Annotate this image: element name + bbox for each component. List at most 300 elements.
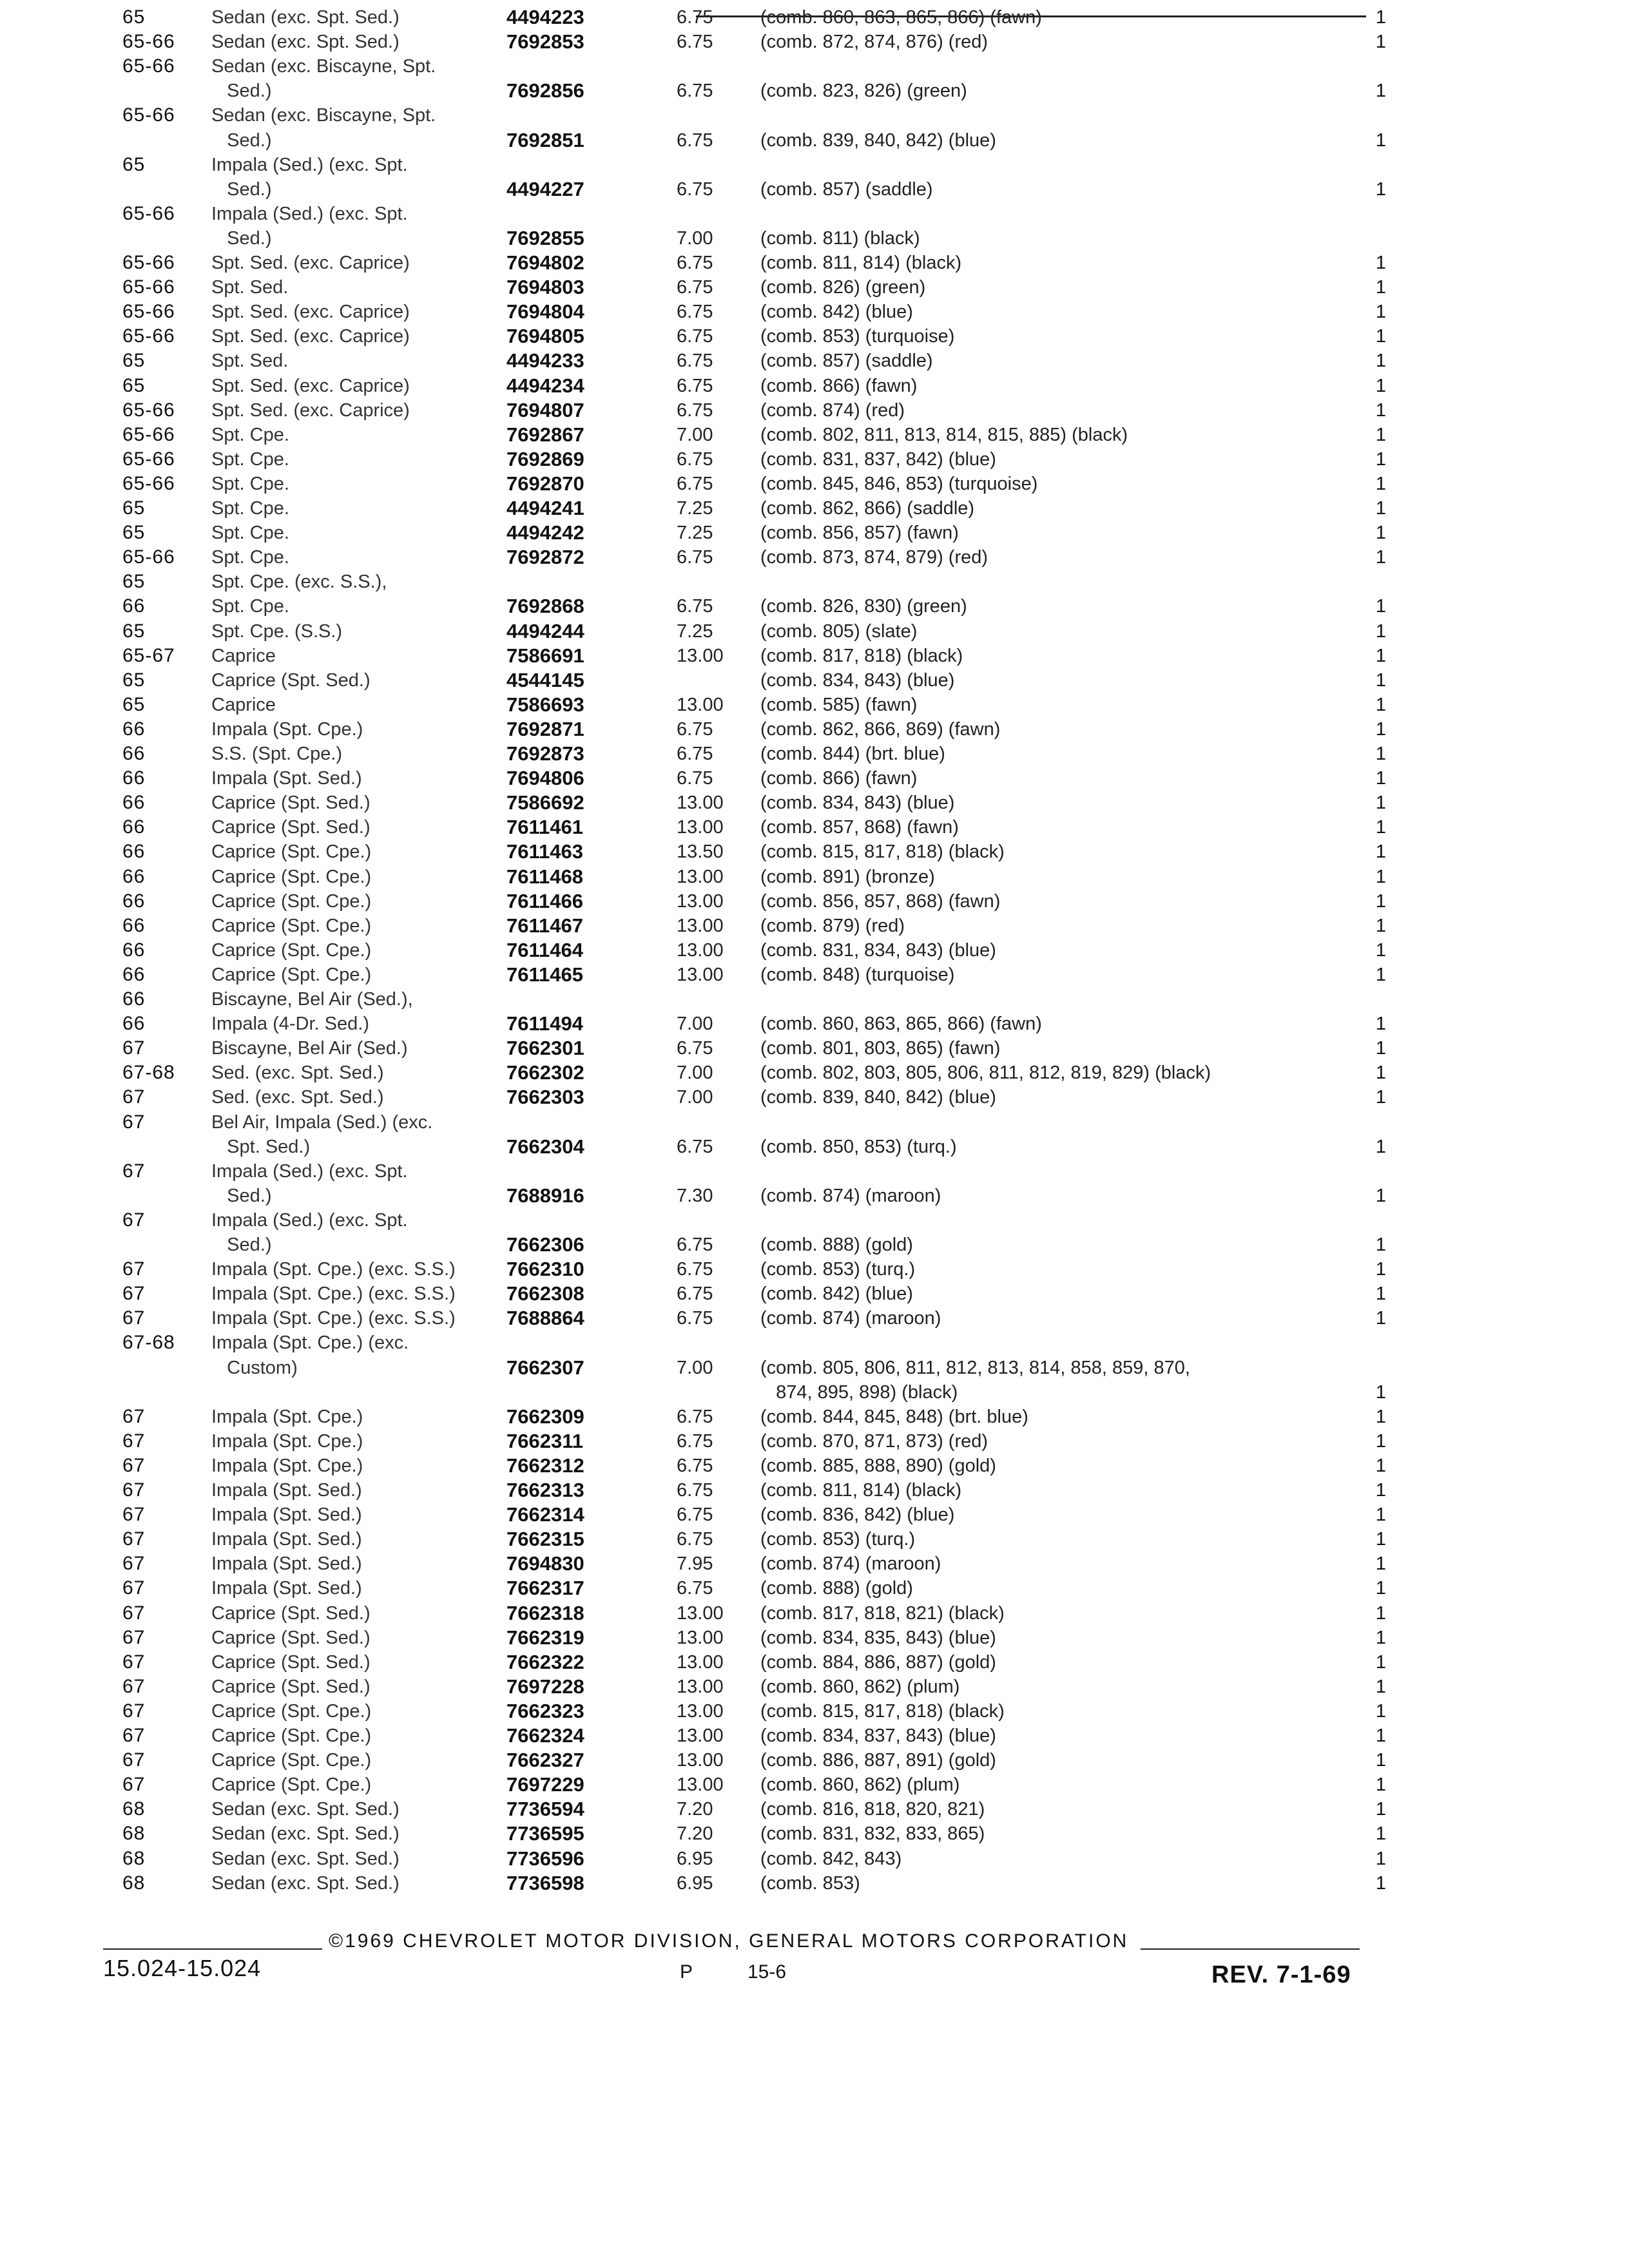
- table-row: [0, 668, 1629, 694]
- part-number: 7586692: [506, 791, 584, 814]
- trim-combination: (comb. 888) (gold): [760, 1578, 913, 1599]
- price: 6.75: [677, 32, 713, 53]
- quantity: 1: [1375, 130, 1387, 151]
- trim-combination: (comb. 826, 830) (green): [760, 596, 967, 617]
- table-row: [0, 1454, 1629, 1479]
- quantity: 1: [1375, 1700, 1387, 1722]
- model-year: 67: [122, 1307, 146, 1329]
- trim-combination: (comb. 860, 862) (plum): [760, 1774, 960, 1796]
- model-year: 65: [122, 374, 146, 396]
- price: 7.00: [677, 1357, 713, 1378]
- price: 6.75: [677, 448, 713, 470]
- price: 13.00: [677, 939, 724, 961]
- model-description: Impala (Spt. Sed.): [211, 1578, 362, 1599]
- model-year: 67: [122, 1774, 146, 1796]
- quantity: 1: [1375, 1651, 1387, 1673]
- trim-combination: (comb. 831, 834, 843) (blue): [760, 939, 996, 961]
- table-row: [0, 1601, 1629, 1627]
- trim-combination: (comb. 860, 863, 865, 866) (fawn): [760, 7, 1042, 28]
- table-row: [0, 693, 1629, 718]
- table-row: [0, 840, 1629, 865]
- model-year: 66: [122, 792, 146, 814]
- quantity: 1: [1375, 1872, 1387, 1894]
- model-year: 67-68: [122, 1062, 175, 1084]
- table-row: [0, 1012, 1629, 1037]
- price: 6.75: [677, 1578, 713, 1599]
- part-number: 7611464: [506, 938, 583, 961]
- table-row: [0, 30, 1629, 55]
- table-row: [0, 1552, 1629, 1577]
- price: 6.75: [677, 302, 713, 323]
- trim-combination: (comb. 862, 866) (saddle): [760, 498, 975, 519]
- copyright-line: ©1969 CHEVROLET MOTOR DIVISION, GENERAL MOTORS CORPORATION: [329, 1930, 1129, 1952]
- quantity: 1: [1375, 1259, 1387, 1280]
- quantity: 1: [1375, 1136, 1387, 1157]
- price: 6.75: [677, 1529, 713, 1550]
- quantity: 1: [1375, 375, 1387, 396]
- part-number: 4494227: [506, 177, 584, 200]
- price: 6.75: [677, 1136, 713, 1157]
- table-row: [0, 1036, 1629, 1062]
- model-year: 66: [122, 939, 146, 961]
- model-year: 67: [122, 1160, 146, 1182]
- trim-combination: (comb. 839, 840, 842) (blue): [760, 1087, 996, 1108]
- price: 6.75: [677, 1235, 713, 1255]
- model-description: Impala (Spt. Cpe.): [211, 1455, 363, 1476]
- model-description: Caprice (Spt. Sed.): [211, 793, 371, 814]
- trim-combination: (comb. 834, 843) (blue): [760, 793, 955, 814]
- part-number: 7586693: [506, 693, 584, 716]
- table-row: [0, 1576, 1629, 1602]
- part-number: 7694830: [506, 1552, 584, 1575]
- part-number: 7694802: [506, 251, 584, 274]
- model-description: Spt. Cpe. (S.S.): [211, 620, 343, 642]
- price: 6.75: [677, 1308, 713, 1329]
- model-year: 66: [122, 595, 146, 617]
- table-row: [0, 177, 1629, 203]
- part-number: 4494244: [506, 619, 584, 642]
- part-number: 4494233: [506, 349, 584, 372]
- trim-combination: (comb. 874) (maroon): [760, 1185, 941, 1206]
- table-row: [0, 545, 1629, 571]
- table-row: [0, 1159, 1629, 1185]
- model-description: Spt. Sed.: [211, 277, 289, 298]
- part-number: 7662319: [506, 1626, 584, 1649]
- model-year: 65: [122, 6, 146, 28]
- trim-combination: (comb. 842) (blue): [760, 1283, 913, 1305]
- part-number: 7611465: [506, 963, 583, 986]
- quantity: 1: [1375, 277, 1387, 298]
- price: 13.00: [677, 866, 724, 887]
- trim-combination: (comb. 585) (fawn): [760, 694, 918, 715]
- model-year: 67: [122, 1553, 146, 1575]
- quantity: 1: [1375, 596, 1387, 617]
- model-year: 67: [122, 1258, 146, 1280]
- price: 13.00: [677, 964, 724, 985]
- price: 6.95: [677, 1872, 713, 1894]
- quantity: 1: [1375, 645, 1387, 666]
- price: 7.95: [677, 1553, 713, 1575]
- model-description: Spt. Cpe.: [211, 547, 289, 568]
- model-description: Sed. (exc. Spt. Sed.): [211, 1062, 384, 1084]
- trim-combination: (comb. 850, 853) (turq.): [760, 1136, 957, 1157]
- price: 6.75: [677, 1455, 713, 1476]
- quantity: 1: [1375, 841, 1387, 863]
- table-row: [0, 226, 1629, 252]
- model-year: 65-67: [122, 644, 175, 666]
- part-number: 7692873: [506, 742, 584, 765]
- table-row: [0, 1626, 1629, 1651]
- price: 13.00: [677, 1700, 724, 1722]
- part-number: 7611467: [506, 914, 583, 937]
- part-number: 7662308: [506, 1282, 584, 1305]
- price: 6.75: [677, 1480, 713, 1501]
- quantity: 1: [1375, 1823, 1387, 1845]
- model-description: Biscayne, Bel Air (Sed.): [211, 1038, 408, 1059]
- model-year: 67: [122, 1749, 146, 1771]
- table-row: [0, 1773, 1629, 1798]
- price: 13.00: [677, 1602, 724, 1624]
- part-number: 7611468: [506, 865, 583, 888]
- trim-combination: (comb. 816, 818, 820, 821): [760, 1799, 985, 1820]
- table-row: [0, 1135, 1629, 1160]
- model-year: 65-66: [122, 202, 175, 224]
- part-number: 7692870: [506, 472, 584, 495]
- trim-combination: (comb. 844) (brt. blue): [760, 744, 945, 764]
- table-row: [0, 644, 1629, 669]
- table-row: [0, 619, 1629, 645]
- table-row: [0, 889, 1629, 915]
- model-year: 68: [122, 1823, 146, 1845]
- quantity: 1: [1375, 1553, 1387, 1575]
- quantity: 1: [1375, 866, 1387, 887]
- part-number: 7694805: [506, 325, 584, 348]
- table-row: [0, 1306, 1629, 1332]
- model-description: Sedan (exc. Spt. Sed.): [211, 1848, 400, 1869]
- quantity: 1: [1375, 1430, 1387, 1452]
- part-number: 7662307: [506, 1356, 584, 1379]
- trim-combination: (comb. 853) (turquoise): [760, 326, 955, 347]
- model-year: 67: [122, 1528, 146, 1550]
- price: 6.75: [677, 81, 713, 102]
- model-year: 66: [122, 963, 146, 985]
- trim-combination: (comb. 842, 843): [760, 1848, 902, 1869]
- quantity: 1: [1375, 1578, 1387, 1599]
- part-number: 7694807: [506, 398, 584, 421]
- table-row: [0, 1699, 1629, 1725]
- model-description: Caprice (Spt. Cpe.): [211, 1700, 372, 1722]
- part-number: 7692872: [506, 546, 584, 569]
- price: 6.75: [677, 1259, 713, 1280]
- model-year: 66: [122, 816, 146, 838]
- table-row: [0, 1503, 1629, 1528]
- price: 6.75: [677, 744, 713, 764]
- trim-combination: (comb. 866) (fawn): [760, 768, 918, 789]
- quantity: 1: [1375, 1627, 1387, 1648]
- table-row: [0, 1429, 1629, 1455]
- table-row: [0, 594, 1629, 620]
- price: 13.50: [677, 841, 724, 863]
- trim-combination: (comb. 873, 874, 879) (red): [760, 547, 988, 568]
- model-description: Impala (Sed.) (exc. Spt.: [211, 1160, 408, 1182]
- model-year: 65-66: [122, 546, 175, 568]
- table-row: [0, 1847, 1629, 1872]
- model-description: Spt. Sed.): [211, 1136, 311, 1157]
- quantity: 1: [1375, 351, 1387, 372]
- trim-combination: (comb. 811, 814) (black): [760, 1480, 962, 1501]
- model-year: 66: [122, 841, 146, 863]
- price: 6.75: [677, 178, 713, 200]
- quantity: 1: [1375, 523, 1387, 544]
- quantity: 1: [1375, 498, 1387, 519]
- model-description: Spt. Sed. (exc. Caprice): [211, 375, 410, 396]
- part-number: 7662303: [506, 1086, 584, 1109]
- model-description: Sed.): [211, 130, 272, 151]
- trim-combination: (comb. 879) (red): [760, 915, 905, 936]
- p-code: P: [680, 1961, 693, 1983]
- quantity: 1: [1375, 1185, 1387, 1206]
- model-description: Spt. Sed. (exc. Caprice): [211, 326, 410, 347]
- part-number: 7662304: [506, 1135, 584, 1158]
- trim-combination: (comb. 842) (blue): [760, 302, 913, 323]
- table-row: [0, 1110, 1629, 1136]
- table-row: [0, 1748, 1629, 1774]
- quantity: 1: [1375, 1725, 1387, 1746]
- quantity: 1: [1375, 718, 1387, 740]
- table-row: [0, 1208, 1629, 1234]
- table-row: [0, 1331, 1629, 1356]
- model-description: Sedan (exc. Spt. Sed.): [211, 7, 400, 28]
- table-row: [0, 1405, 1629, 1430]
- trim-combination: (comb. 853) (turq.): [760, 1529, 916, 1550]
- table-row: [0, 766, 1629, 792]
- price: 6.75: [677, 7, 713, 28]
- model-description: Impala (Spt. Sed.): [211, 1529, 362, 1550]
- table-row: [0, 1871, 1629, 1897]
- price: 6.75: [677, 473, 713, 494]
- price: 6.95: [677, 1848, 713, 1869]
- model-description: Caprice (Spt. Cpe.): [211, 890, 372, 912]
- part-number: 4494234: [506, 374, 584, 397]
- part-number: 7736595: [506, 1822, 584, 1845]
- model-year: 65-66: [122, 325, 175, 347]
- part-number: 7662312: [506, 1454, 584, 1477]
- model-year: 66: [122, 718, 146, 740]
- table-row: [0, 202, 1629, 227]
- model-description: Sedan (exc. Spt. Sed.): [211, 32, 400, 53]
- quantity: 1: [1375, 448, 1387, 470]
- trim-combination: (comb. 874) (maroon): [760, 1308, 941, 1329]
- part-number: 7697228: [506, 1675, 584, 1698]
- quantity: 1: [1375, 939, 1387, 961]
- model-year: 65: [122, 620, 146, 642]
- model-description: Sed. (exc. Spt. Sed.): [211, 1087, 384, 1108]
- price: 13.00: [677, 817, 724, 838]
- quantity: 1: [1375, 1602, 1387, 1624]
- part-number: 7662315: [506, 1528, 584, 1551]
- model-description: Sedan (exc. Spt. Sed.): [211, 1799, 400, 1820]
- model-description: Impala (Sed.) (exc. Spt.: [211, 1209, 408, 1231]
- trim-combination: (comb. 831, 837, 842) (blue): [760, 448, 996, 470]
- model-year: 66: [122, 767, 146, 789]
- trim-combination: (comb. 839, 840, 842) (blue): [760, 130, 996, 151]
- table-row: [0, 717, 1629, 743]
- model-description: Sedan (exc. Biscayne, Spt.: [211, 105, 436, 126]
- quantity: 1: [1375, 547, 1387, 568]
- table-row: [0, 1724, 1629, 1749]
- table-row: [0, 1380, 1629, 1406]
- part-number: 7611466: [506, 889, 583, 912]
- model-year: 67: [122, 1725, 146, 1746]
- trim-combination: (comb. 874) (maroon): [760, 1553, 941, 1575]
- trim-combination: (comb. 817, 818, 821) (black): [760, 1602, 1005, 1624]
- table-row: [0, 1527, 1629, 1553]
- price: 13.00: [677, 1725, 724, 1746]
- trim-combination: (comb. 857, 868) (fawn): [760, 817, 959, 838]
- part-number: 7694803: [506, 276, 584, 299]
- trim-combination: (comb. 836, 842) (blue): [760, 1504, 955, 1526]
- table-row: [0, 521, 1629, 546]
- model-description: Spt. Cpe.: [211, 523, 289, 544]
- table-row: [0, 1356, 1629, 1381]
- table-row: [0, 374, 1629, 399]
- trim-combination: (comb. 811, 814) (black): [760, 253, 962, 273]
- model-description: Sed.): [211, 1185, 272, 1206]
- quantity: 1: [1375, 326, 1387, 347]
- model-description: Caprice (Spt. Sed.): [211, 1676, 371, 1697]
- model-year: 65: [122, 669, 146, 691]
- trim-combination: (comb. 860, 862) (plum): [760, 1676, 960, 1697]
- part-number: 7662323: [506, 1699, 584, 1722]
- part-number: 7692853: [506, 30, 584, 53]
- model-year: 67: [122, 1602, 146, 1624]
- trim-combination: (comb. 857) (saddle): [760, 178, 933, 200]
- model-description: Caprice (Spt. Cpe.): [211, 939, 372, 961]
- model-description: Impala (Spt. Cpe.) (exc. S.S.): [211, 1283, 456, 1305]
- price: 6.75: [677, 768, 713, 789]
- quantity: 1: [1375, 1308, 1387, 1329]
- table-row: [0, 5, 1629, 31]
- trim-combination: (comb. 802, 811, 813, 814, 815, 885) (black): [760, 424, 1128, 445]
- quantity: 1: [1375, 1038, 1387, 1059]
- part-number: 7736598: [506, 1871, 584, 1894]
- revision-date: REV. 7-1-69: [1211, 1961, 1351, 1988]
- table-row: [0, 815, 1629, 841]
- model-description: Spt. Sed. (exc. Caprice): [211, 399, 410, 421]
- trim-combination: (comb. 815, 817, 818) (black): [760, 841, 1005, 863]
- model-description: Caprice (Spt. Cpe.): [211, 841, 372, 863]
- model-description: Sedan (exc. Biscayne, Spt.: [211, 56, 436, 77]
- quantity: 1: [1375, 1406, 1387, 1427]
- model-description: Caprice (Spt. Sed.): [211, 817, 371, 838]
- part-number: 7611463: [506, 840, 583, 863]
- table-row: [0, 865, 1629, 890]
- table-row: [0, 1085, 1629, 1111]
- model-description: Impala (Sed.) (exc. Spt.: [211, 203, 408, 224]
- quantity: 1: [1375, 399, 1387, 421]
- model-description: Spt. Sed. (exc. Caprice): [211, 302, 410, 323]
- price: 6.75: [677, 253, 713, 273]
- quantity: 1: [1375, 669, 1387, 691]
- trim-combination: (comb. 823, 826) (green): [760, 81, 967, 102]
- model-year: 67: [122, 1700, 146, 1722]
- model-year: 67: [122, 1577, 146, 1599]
- quantity: 1: [1375, 473, 1387, 494]
- trim-combination: (comb. 862, 866, 869) (fawn): [760, 718, 1001, 740]
- model-year: 66: [122, 865, 146, 887]
- model-year: 65: [122, 693, 146, 715]
- trim-combination: (comb. 874) (red): [760, 399, 905, 421]
- table-row: [0, 742, 1629, 767]
- price: 6.75: [677, 1038, 713, 1059]
- model-year: 65-66: [122, 399, 175, 421]
- part-number: 7692851: [506, 128, 584, 151]
- quantity: 1: [1375, 1062, 1387, 1084]
- model-year: 65-66: [122, 276, 175, 298]
- model-description: Spt. Cpe.: [211, 596, 289, 617]
- trim-combination: (comb. 872, 874, 876) (red): [760, 32, 988, 53]
- model-description: Impala (Spt. Sed.): [211, 1480, 362, 1501]
- price: 13.00: [677, 1651, 724, 1673]
- quantity: 1: [1375, 793, 1387, 814]
- quantity: 1: [1375, 7, 1387, 28]
- model-year: 65-66: [122, 472, 175, 494]
- price: 13.00: [677, 915, 724, 936]
- quantity: 1: [1375, 1774, 1387, 1796]
- table-row: [0, 103, 1629, 129]
- price: 13.00: [677, 1774, 724, 1796]
- table-row: [0, 1061, 1629, 1086]
- trim-combination: (comb. 870, 871, 873) (red): [760, 1430, 988, 1452]
- model-description: Sedan (exc. Spt. Sed.): [211, 1823, 400, 1845]
- model-year: 66: [122, 890, 146, 912]
- trim-combination: (comb. 853) (turq.): [760, 1259, 916, 1280]
- model-description: Caprice: [211, 645, 276, 666]
- model-description: Spt. Sed.: [211, 351, 289, 372]
- trim-combination: (comb. 857) (saddle): [760, 351, 933, 372]
- table-row: [0, 987, 1629, 1013]
- table-row: [0, 423, 1629, 448]
- model-year: 65-66: [122, 31, 175, 53]
- quantity: 1: [1375, 817, 1387, 838]
- model-description: Custom): [211, 1357, 298, 1378]
- model-year: 65-66: [122, 252, 175, 273]
- quantity: 1: [1375, 424, 1387, 445]
- model-description: Caprice (Spt. Sed.): [211, 1602, 371, 1624]
- model-description: Sed.): [211, 178, 272, 200]
- model-description: Biscayne, Bel Air (Sed.),: [211, 989, 413, 1010]
- part-number: 7697229: [506, 1773, 584, 1796]
- model-year: 68: [122, 1798, 146, 1820]
- part-number: 7662313: [506, 1479, 584, 1501]
- quantity: 1: [1375, 1504, 1387, 1526]
- model-description: Impala (Spt. Sed.): [211, 1553, 362, 1575]
- part-number: 7688864: [506, 1307, 584, 1330]
- price: 6.75: [677, 1504, 713, 1526]
- model-year: 65-66: [122, 423, 175, 445]
- model-year: 67: [122, 1283, 146, 1305]
- quantity: 1: [1375, 964, 1387, 985]
- table-row: [0, 1797, 1629, 1823]
- model-description: Caprice (Spt. Cpe.): [211, 1750, 372, 1771]
- quantity: 1: [1375, 1750, 1387, 1771]
- price: 7.25: [677, 498, 713, 519]
- model-description: Sed.): [211, 1235, 272, 1255]
- quantity: 1: [1375, 253, 1387, 273]
- part-number: 7662322: [506, 1650, 584, 1673]
- model-year: 65-66: [122, 55, 175, 77]
- model-description: Caprice (Spt. Cpe.): [211, 915, 372, 936]
